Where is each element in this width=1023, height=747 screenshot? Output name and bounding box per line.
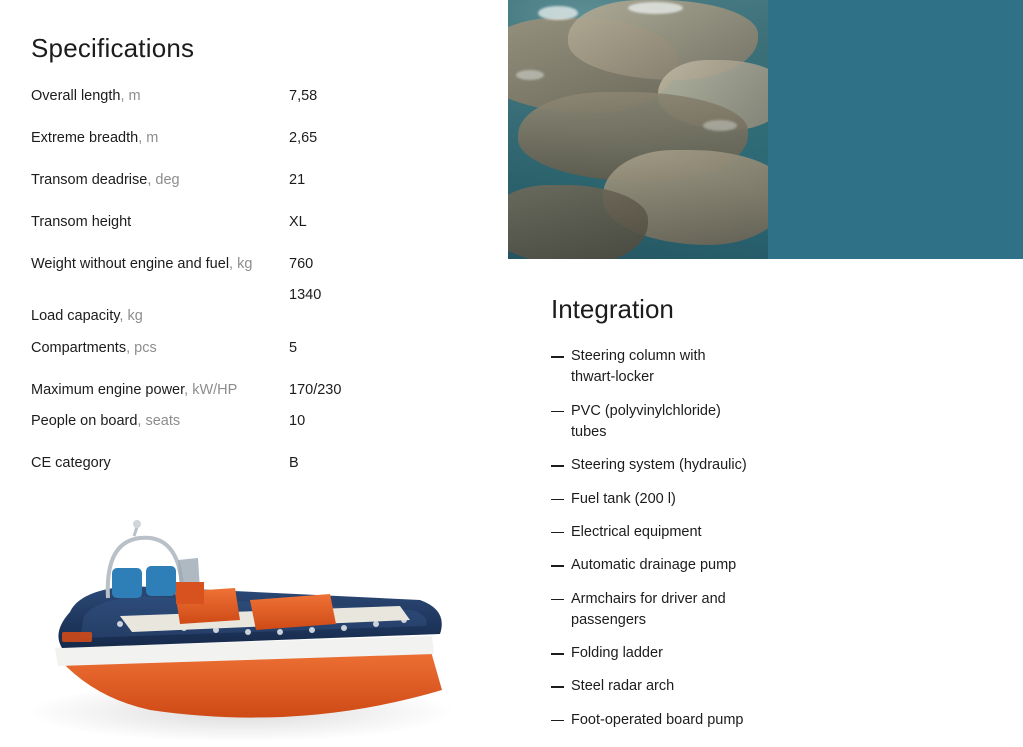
dash-icon <box>551 653 564 655</box>
spec-label-text: Transom height <box>31 214 132 231</box>
table-row <box>31 86 471 107</box>
teal-color-block <box>768 0 1023 259</box>
list-item-label: Folding ladder <box>571 645 663 662</box>
table-row <box>31 170 471 191</box>
spec-label <box>31 86 289 107</box>
table-row <box>31 285 471 327</box>
dash-icon <box>551 499 564 501</box>
dash-icon <box>551 565 564 567</box>
specifications-column <box>0 0 508 747</box>
list-item-label: Armchairs for driver and passengers <box>571 590 726 628</box>
spec-label <box>31 285 289 327</box>
spec-label-text: Transom deadrise <box>31 172 148 189</box>
spec-unit: , kg <box>229 256 253 273</box>
page-title: Specifications <box>31 33 195 63</box>
list-item <box>551 710 971 731</box>
list-item-label: PVC (polyvinylchloride) tubes <box>571 402 721 440</box>
spec-unit: , seats <box>137 413 181 430</box>
spec-value: 760 <box>289 256 314 273</box>
dash-icon <box>551 720 564 722</box>
list-item-label: Automatic drainage pump <box>571 557 737 574</box>
spec-label-text: Overall length <box>31 88 121 104</box>
photo-vignette <box>508 0 768 259</box>
list-item <box>551 643 971 664</box>
dash-icon <box>551 532 564 534</box>
list-item <box>551 401 751 444</box>
spec-value: 5 <box>289 340 298 357</box>
spec-unit: , pcs <box>126 340 157 357</box>
list-item-label: Steel radar arch <box>571 678 675 695</box>
spec-label-text: CE category <box>31 455 111 472</box>
table-row <box>31 338 471 359</box>
spec-unit: , deg <box>147 172 180 189</box>
spec-label <box>31 170 289 191</box>
rib-boat-illustration <box>0 520 508 747</box>
list-item-label: Foot-operated board pump <box>571 711 744 728</box>
spec-value: B <box>289 455 299 472</box>
dash-icon <box>551 686 564 688</box>
list-item-label: Fuel tank (200 l) <box>571 490 676 507</box>
spec-label-text: People on board <box>31 413 138 430</box>
list-item <box>551 455 971 476</box>
dash-icon <box>551 465 564 467</box>
spec-label: Maximum engine power, kW/HP <box>31 382 238 399</box>
spec-label <box>31 128 289 149</box>
spec-label-text: Weight without engine and fuel <box>31 256 230 273</box>
table-row <box>31 254 471 275</box>
dash-icon <box>551 599 564 601</box>
spec-label-text: Load capacity <box>31 308 120 325</box>
spec-value: 21 <box>289 172 306 189</box>
spec-label-text: Extreme breadth <box>31 130 139 147</box>
list-item-label: Electrical equipment <box>571 523 702 540</box>
spec-label <box>31 254 289 275</box>
specifications-table <box>31 86 471 484</box>
spec-label <box>31 453 289 474</box>
list-item <box>551 589 751 632</box>
table-row <box>31 212 471 233</box>
dash-icon <box>551 356 564 358</box>
list-item <box>551 522 971 543</box>
section-title-integration: Integration <box>551 294 674 324</box>
table-row <box>31 380 471 401</box>
integration-list <box>551 346 971 742</box>
dash-icon <box>551 411 564 413</box>
list-item <box>551 676 971 697</box>
spec-unit: , kg <box>119 308 143 325</box>
rocky-shore-photo <box>508 0 768 259</box>
spec-value: 1340 <box>289 287 322 304</box>
spec-value: 2,65 <box>289 130 318 147</box>
spec-label-text: Compartments <box>31 340 127 357</box>
list-item <box>551 346 751 389</box>
spec-unit: , kW/HP <box>184 382 238 399</box>
spec-value: XL <box>289 214 307 231</box>
spec-label <box>31 411 289 432</box>
spec-unit: , m <box>120 88 141 104</box>
list-item <box>551 489 971 510</box>
integration-column <box>508 0 1023 747</box>
spec-value: 170/230 <box>289 382 342 399</box>
list-item <box>551 555 971 576</box>
spec-value: 7,58 <box>289 88 318 104</box>
table-row <box>31 453 471 474</box>
spec-unit: , m <box>138 130 159 147</box>
spec-label <box>31 338 289 359</box>
spec-value: 10 <box>289 413 306 430</box>
list-item-label: Steering column with thwart-locker <box>571 348 706 386</box>
list-item-label: Steering system (hydraulic) <box>571 457 747 474</box>
spec-label <box>31 212 289 233</box>
table-row <box>31 128 471 149</box>
table-row <box>31 411 471 432</box>
